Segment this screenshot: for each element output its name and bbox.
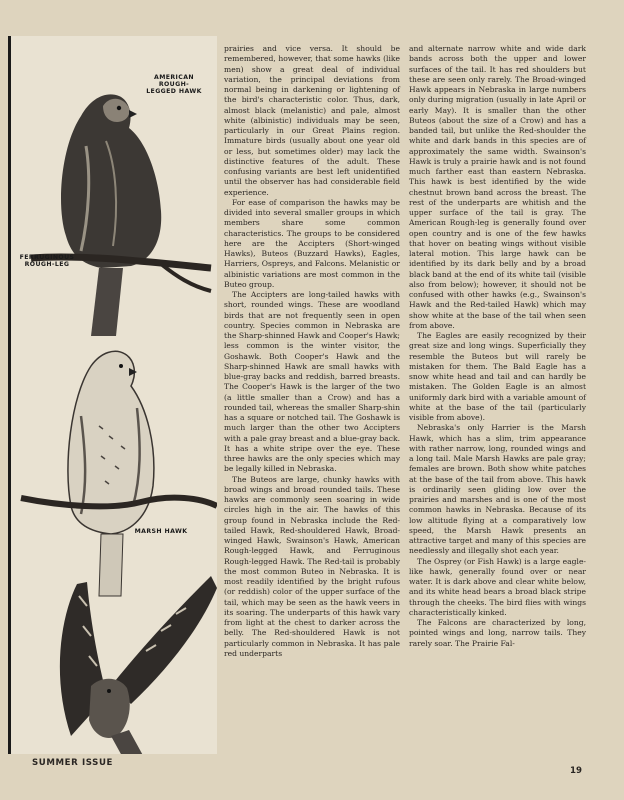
text-column-1 <box>224 44 400 659</box>
paragraph: Nebraska's only Harrier is the Marsh Hawk, which has a slim, trim appearance with rather narrow, long, rounded wings and a long tail. Male Marsh Hawks are pale gray; females are brown. Both show white patches at the base of the tail from above. This hawk is ordinarily seen gliding low over the prairies and marshes and is one of the most common hawks in Nebraska. Because of its low altitude flying at a comparatively low speed, the Marsh Hawk presents an attractive target and many of this species are needlessly and illegally shot each year. <box>409 423 586 556</box>
issue-footer: SUMMER ISSUE <box>32 758 113 768</box>
paragraph: The Falcons are characterized by long, pointed wings and long, narrow tails. They rarely soar. The Prairie Fal- <box>409 618 586 648</box>
ferruginous-rough-leg-drawing <box>21 351 217 596</box>
text-column-2 <box>409 44 586 649</box>
paragraph: and alternate narrow white and wide dark bands across both the upper and lower surfaces of the tail. It has red shoulders but these are seen only rarely. The Broad-winged Hawk appears in Nebraska in large numbers only during migration (usually in late April or early May). It is smaller than the other Buteos (about the size of a Crow) and has a banded tail, but unlike the Red-shoulder the white and dark bands in this species are of approximately the same width. Swainson's Hawk is truly a prairie hawk and is not found much farther east than eastern Nebraska. This hawk is best identified by the wide chestnut brown band across the breast. The rest of the underparts are whitish and the upper surface of the tail is gray. The American Rough-leg is generally found over open country and is one of the few hawks that hover on beating wings without visible lateral motion. This large hawk can be identified by its dark belly and by a broad black band at the end of its white tail (visible also from below); however, it should not be confused with other hawks (e.g., Swainson's Hawk and the Red-tailed Hawk) which may show white at the base of the tail when seen from above. <box>409 44 586 330</box>
paragraph: The Osprey (or Fish Hawk) is a large eagle-like hawk, generally found over or near water. It is dark above and clear white below, and its white head bears a broad black stripe through the cheeks. The bird flies with wings characteristically kinked. <box>409 556 586 617</box>
hawk-illustrations <box>11 36 217 754</box>
hawk-illustration-panel <box>8 36 217 754</box>
paragraph: The Eagles are easily recognized by their great size and long wings. Superficially they resemble the Buteos but will rarely be mistaken for them. The Bald Eagle has a snow white head and tail and can hardly be mistaken. The Golden Eagle is an almost uniformly dark bird with a variable amount of white at the base of the tail (particularly visible from above). <box>409 331 586 422</box>
paragraph: The Accipters are long-tailed hawks with short, rounded wings. These are woodland birds that are not frequently seen in open country. Species common in Nebraska are the Sharp-shinned Hawk and Cooper's Hawk; less common is the winter visitor, the Goshawk. Both Cooper's Hawk and the Sharp-shinned Hawk are small hawks with blue-gray backs and reddish, barred breasts. The Cooper's Hawk is the larger of the two (a little smaller than a Crow) and has a rounded tail, whereas the smaller Sharp-shin has a square or notched tail. The Goshawk is much larger than the other two Accipters with a pale gray breast and a blue-gray back. It has a white stripe over the eye. These three hawks are the only species which may be legally killed in Nebraska. <box>224 290 400 474</box>
paragraph: prairies and vice versa. It should be remembered, however, that some hawks (like men) show a great deal of individual variation, the principal deviations from normal being in darkening or lightening of the bird's characteristic color. Thus, dark, almost black (melanistic) and pale, almost white (albinistic) individuals may be seen, particularly in our Great Plains region. Immature birds (usually about one year old or less, but sometimes older) may lack the distinctive features of the adult. These confusing variants are best left unidentified until the observer has had considerable field experience. <box>224 44 400 197</box>
label-ferruginous-rough-leg: FERRUGINOUS ROUGH-LEG <box>19 254 75 268</box>
paragraph: The Buteos are large, chunky hawks with broad wings and broad rounded tails. These hawks are commonly seen soaring in wide circles high in the air. The hawks of this group found in Nebraska include the Red-tailed Hawk, Red-shouldered Hawk, Broad-winged Hawk, Swainson's Hawk, American Rough-legged Hawk, and Ferruginous Rough-legged Hawk. The Red-tail is probably the most common Buteo in Nebraska. It is most readily identified by the bright rufous (or reddish) color of the upper surface of the tail, which may be seen as the hawk veers in its soaring. The underparts of this hawk vary from light at the chest to darker across the belly. The Red-shouldered Hawk is not particularly common in Nebraska. It has pale red underparts <box>224 474 400 658</box>
label-marsh-hawk: MARSH HAWK <box>134 528 188 535</box>
marsh-hawk-drawing <box>60 576 217 754</box>
label-rough-legged-hawk: AMERICAN ROUGH-LEGGED HAWK <box>146 74 202 95</box>
rough-legged-hawk-drawing <box>31 94 211 336</box>
paragraph: For ease of comparison the hawks may be divided into several smaller groups in which members share some common characteristics. The groups to be considered here are the Accipters (Short-winged Hawks), Buteos (Buzzard Hawks), Eagles, Harriers, Ospreys, and Falcons. Melanistic or albinistic variations are most common in the Buteo group. <box>224 197 400 289</box>
page-number: 19 <box>570 766 582 776</box>
